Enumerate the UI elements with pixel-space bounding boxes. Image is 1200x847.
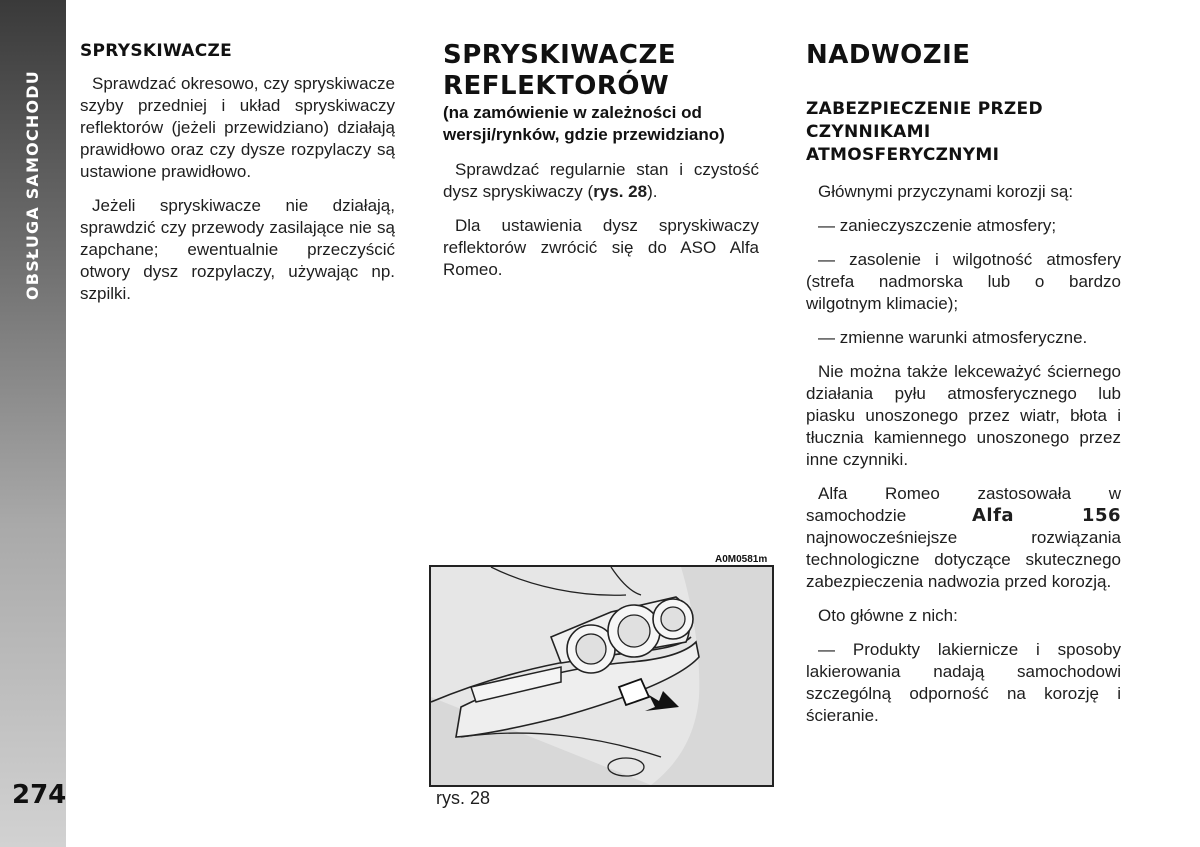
section-sidebar xyxy=(0,0,66,847)
optional-note: (na zamówienie w zależności od wersji/rynków, gdzie przewidziano) xyxy=(443,103,725,144)
paragraph: Nie można także lekceważyć ściernego działania pyłu atmosferycznego lub piasku unoszonego przez wiatr, błota i tłucznia kamiennego unoszonego przez inne czynniki. xyxy=(806,362,1121,469)
paragraph: Jeżeli spryskiwacze nie działają, sprawdzić czy przewody zasilające nie są zapchane; ewentualnie przeczyścić otwory dysz rozpylaczy, używając np. szpilki. xyxy=(80,196,395,303)
text: najnowocześniejsze rozwiązania technologiczne dotyczące skutecznego zabezpieczenia nadwozia przed korozją. xyxy=(806,528,1121,591)
paragraph: Głównymi przyczynami korozji są: xyxy=(818,182,1074,201)
list-item: — zanieczyszczenie atmosfery; xyxy=(818,216,1057,235)
paragraph: Sprawdzać okresowo, czy spryskiwacze szyby przedniej i układ spryskiwaczy reflektorów (jeżeli przewidziano) działają prawidłowo oraz czy dysze rozpylaczy są ustawione prawidłowo. xyxy=(80,74,395,181)
column-headlight-washers xyxy=(443,40,759,293)
heading-line: ATMOSFERYCZNYMI xyxy=(806,145,1000,165)
list-item: — zmienne warunki atmosferyczne. xyxy=(818,328,1088,347)
heading-bodywork: NADWOZIE xyxy=(806,40,971,70)
paragraph xyxy=(806,483,1121,593)
heading-line: CZYNNIKAMI xyxy=(806,122,931,142)
text: Alfa Romeo zastosowała w samochodzie xyxy=(806,484,1121,525)
heading-headlight-washers xyxy=(443,40,759,102)
column-washers xyxy=(80,40,395,317)
headlight-illustration xyxy=(431,567,772,785)
column-bodywork xyxy=(806,40,1121,739)
paragraph xyxy=(443,159,759,203)
page-number: 274 xyxy=(12,780,67,810)
heading-line: ZABEZPIECZENIE PRZED xyxy=(806,99,1043,119)
pointer-arrow-icon xyxy=(645,691,679,711)
list-item: — Produkty lakiernicze i sposoby lakierowania nadają samochodowi szczególną odporność na korozję i ścieranie. xyxy=(806,640,1121,725)
section-label: OBSŁUGA SAMOCHODU xyxy=(23,70,42,300)
paragraph: Dla ustawienia dysz spryskiwaczy reflektorów zwrócić się do ASO Alfa Romeo. xyxy=(443,216,759,279)
heading-washers: SPRYSKIWACZE xyxy=(80,41,233,61)
model-name: Alfa 156 xyxy=(971,505,1121,526)
figure-headlight-washer xyxy=(429,565,774,787)
list-item: — zasolenie i wilgotność atmosfery (strefa nadmorska lub o bardzo wilgotnym klimacie); xyxy=(806,250,1121,313)
heading-line: REFLEKTORÓW xyxy=(443,71,670,101)
figure-caption: rys. 28 xyxy=(436,788,491,808)
figure-code: A0M0581m xyxy=(715,554,768,565)
figure-reference: rys. 28 xyxy=(593,182,648,201)
heading-line: SPRYSKIWACZE xyxy=(443,40,677,70)
text: ). xyxy=(647,182,658,201)
paragraph: Oto główne z nich: xyxy=(818,606,958,625)
text: Sprawdzać regularnie stan i czystość dysz spryskiwaczy ( xyxy=(443,160,759,201)
subheading-corrosion xyxy=(806,98,1121,167)
